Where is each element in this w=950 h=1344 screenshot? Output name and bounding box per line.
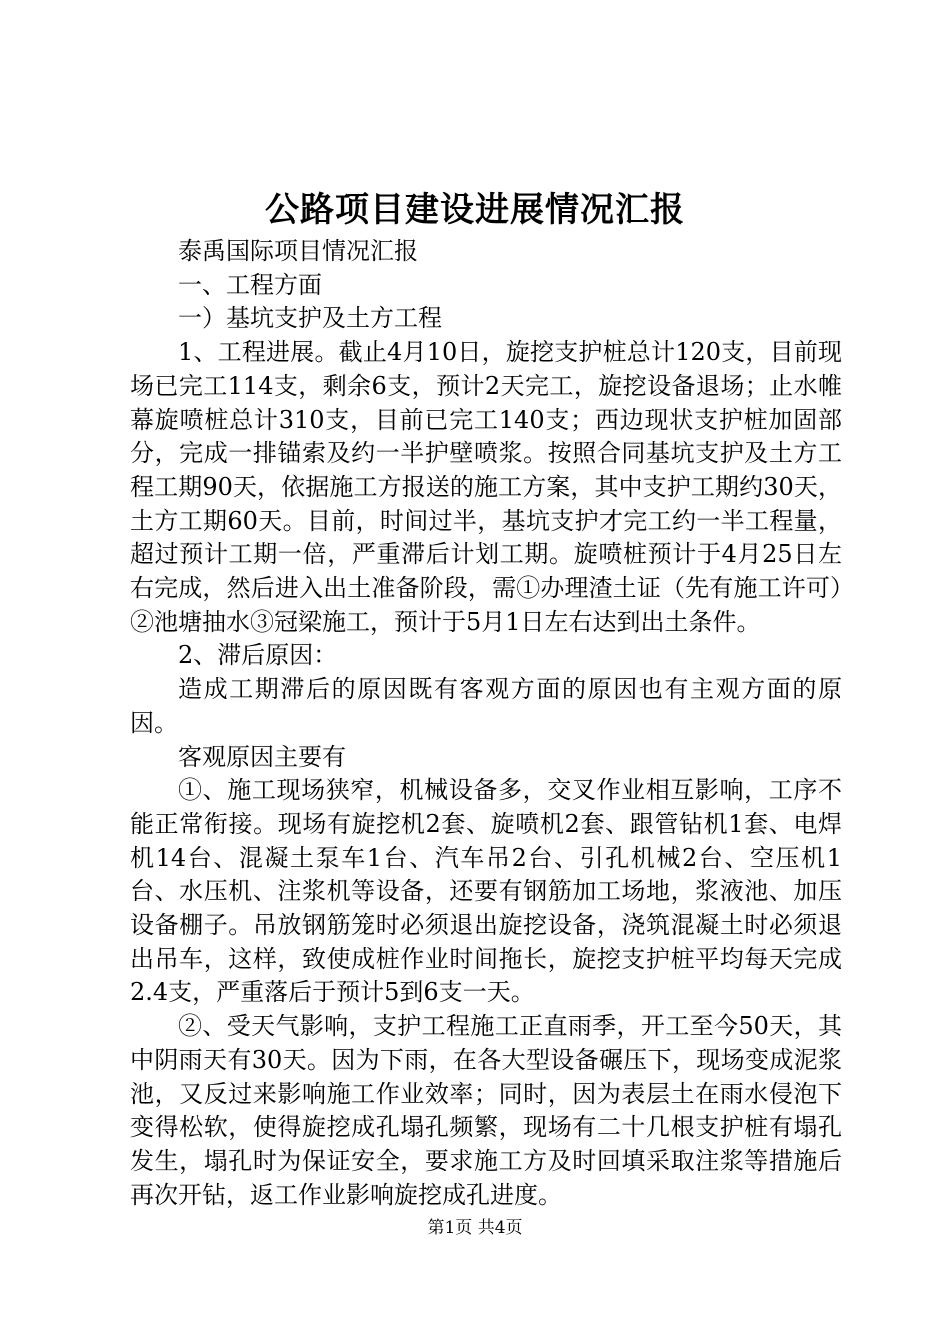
paragraph-progress: 1、工程进展。截止4月10日，旋挖支护桩总计120支，目前现场已完工114支，剩余6支，预计2天完工，旋挖设备退场；止水帷幕旋喷桩总计310支，目前已完工140支；西边现状支护桩加固部分，完成一排锚索及约一半护壁喷浆。按照合同基坑支护及土方工程工期90天，依据施工方报送的施工方案，其中支护工期约30天，土方工期60天。目前，时间过半，基坑支护才完工约一半工程量，超过预计工期一倍，严重滞后计划工期。旋喷桩预计于4月25日左右完成，然后进入出土准备阶段，需①办理渣土证（先有施工许可）②池塘抽水③冠梁施工，预计于5月1日左右达到出土条件。 xyxy=(130,338,842,636)
paragraph-project-heading: 泰禹国际项目情况汇报 xyxy=(178,237,418,265)
paragraph-delay-heading: 2、滞后原因： xyxy=(178,641,338,670)
document-title: 公路项目建设进展情况汇报 xyxy=(265,190,685,230)
paragraph-section-engineering: 一、工程方面 xyxy=(178,270,322,299)
page-footer: 第1页 共4页 xyxy=(427,1218,523,1238)
paragraph-reason-site: ①、施工现场狭窄，机械设备多，交叉作业相互影响，工序不能正常衔接。现场有旋挖机2套、旋喷机2套、跟管钻机1套、电焊机14台、混凝土泵车1台、汽车吊2台、引孔机械2台、空压机1台、水压机、注浆机等设备，还要有钢筋加工场地，浆液池、加压设备棚子。吊放钢筋笼时必须退出旋挖设备，浇筑混凝土时必须退出吊车，这样，致使成桩作业时间拖长，旋挖支护桩平均每天完成2.4支，严重落后于预计5到6支一天。 xyxy=(130,776,842,1007)
paragraph-subsection-foundation: 一）基坑支护及土方工程 xyxy=(178,304,442,333)
paragraph-delay-intro: 造成工期滞后的原因既有客观方面的原因也有主观方面的原因。 xyxy=(130,675,842,737)
paragraph-objective-heading: 客观原因主要有 xyxy=(178,742,346,771)
document-body xyxy=(130,235,842,1212)
paragraph-reason-weather: ②、受天气影响，支护工程施工正直雨季，开工至今50天，其中阴雨天有30天。因为下雨，在各大型设备碾压下，现场变成泥浆池，又反过来影响施工作业效率；同时，因为表层土在雨水侵泡下变得松软，使得旋挖成孔塌孔频繁，现场有二十几根支护桩有塌孔发生，塌孔时为保证安全，要求施工方及时回填采取注浆等措施后再次开钻，返工作业影响旋挖成孔进度。 xyxy=(130,1012,842,1209)
